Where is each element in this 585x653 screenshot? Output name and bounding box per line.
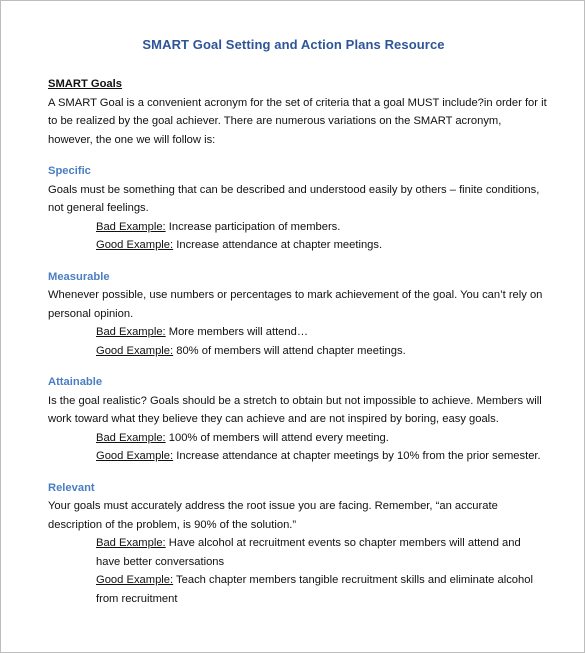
bad-example-label: Bad Example:: [96, 431, 166, 444]
section-specific: [48, 162, 548, 255]
good-example-label: Good Example:: [96, 574, 174, 586]
bad-example: [48, 323, 548, 342]
section-text: Your goals must accurately address the root issue you are facing. Remember, “an accurate description of the problem, is 90% of the solution.”: [48, 500, 498, 531]
bad-example-label: Bad Example:: [96, 537, 166, 549]
document-title: [1, 37, 585, 52]
section-measurable: [48, 268, 548, 361]
good-example: [48, 447, 548, 466]
intro-paragraph: A SMART Goal is a convenient acronym for the set of criteria that a goal MUST include?in order for it to be realized by the goal achiever. There are numerous variations on the SMART acronym, however, the one we will follow is:: [48, 96, 547, 146]
section-attainable: [48, 373, 548, 466]
section-relevant: [48, 479, 548, 609]
good-example: [48, 236, 548, 255]
good-example: [48, 571, 548, 608]
bad-example: [48, 534, 548, 571]
bad-example-text: 100% of members will attend every meeting.: [165, 431, 389, 444]
section-title: Specific: [48, 165, 91, 177]
good-example-label: Good Example:: [96, 239, 174, 251]
section-text: Is the goal realistic? Goals should be a stretch to obtain but not impossible to achieve. Members will work toward what they believe they can achieve and are not inspired by boring, easy goals.: [48, 394, 542, 425]
section-title: Measurable: [48, 270, 110, 283]
bad-example-text: Increase participation of members.: [165, 220, 341, 233]
smart-goals-heading: SMART Goals: [48, 78, 122, 90]
bad-example: [48, 218, 548, 237]
good-example-label: Good Example:: [96, 450, 174, 462]
good-example: [48, 342, 548, 361]
good-example-text: Increase attendance at chapter meetings by 10% from the prior semester.: [173, 450, 541, 462]
bad-example-label: Bad Example:: [96, 326, 166, 338]
good-example-text: Increase attendance at chapter meetings.: [173, 239, 383, 251]
section-text: Whenever possible, use numbers or percentages to mark achievement of the goal. You can’t rely on personal opinion.: [48, 289, 543, 320]
document-title-text: SMART Goal Setting and Action Plans Resource: [142, 37, 445, 52]
bad-example-text: Have alcohol at recruitment events so chapter members will attend and have better conversations: [96, 537, 521, 568]
document-body: [48, 75, 548, 608]
section-title: Attainable: [48, 376, 103, 388]
bad-example-label: Bad Example:: [96, 220, 166, 233]
bad-example: [48, 429, 548, 448]
good-example-label: Good Example:: [96, 344, 174, 357]
bad-example-text: More members will attend…: [165, 326, 309, 338]
good-example-text: Teach chapter members tangible recruitment skills and eliminate alcohol from recruitment: [96, 574, 533, 605]
section-title: Relevant: [48, 481, 95, 494]
good-example-text: 80% of members will attend chapter meetings.: [173, 344, 406, 357]
section-text: Goals must be something that can be described and understood easily by others – finite conditions, not general feelings.: [48, 183, 540, 214]
